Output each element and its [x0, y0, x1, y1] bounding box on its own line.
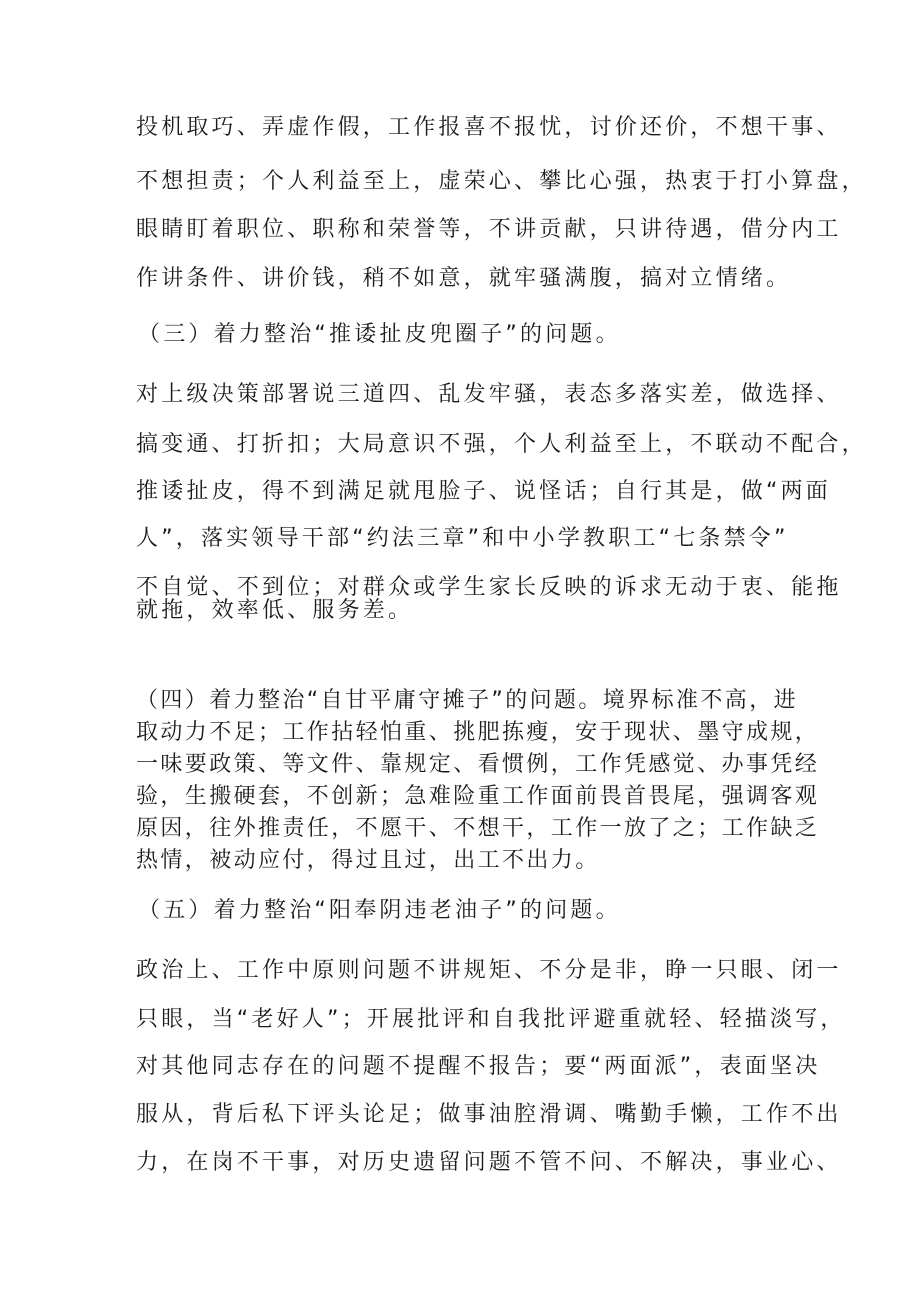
- text-line: 政治上、工作中原则问题不讲规矩、不分是非，睁一只眼、闭一: [136, 958, 842, 983]
- text-line: 不想担责；个人利益至上，虚荣心、攀比心强，热衷于打小算盘，: [136, 169, 867, 194]
- text-line: 验，生搬硬套，不创新；急难险重工作面前畏首畏尾，强调客观: [136, 784, 820, 809]
- text-line: 搞变通、打折扣；大局意识不强，个人利益至上，不联动不配合，: [136, 432, 867, 457]
- text-line: 热情，被动应付，得过且过，出工不出力。: [136, 848, 600, 873]
- text-line: 作讲条件、讲价钱，稍不如意，就牢骚满腹，搞对立情绪。: [136, 266, 792, 291]
- text-line: 眼睛盯着职位、职称和荣誉等，不讲贡献，只讲待遇，借分内工: [136, 217, 842, 242]
- text-line: 力，在岗不干事，对历史遗留问题不管不问、不解决，事业心、: [136, 1150, 842, 1175]
- text-line: 一味要政策、等文件、靠规定、看惯例，工作凭感觉、办事凭经: [136, 752, 820, 777]
- text-line: 只眼，当“老好人”；开展批评和自我批评避重就轻、轻描淡写，: [136, 1007, 846, 1032]
- text-line: （四）着力整治“自甘平庸守摊子”的问题。境界标准不高，进: [136, 688, 798, 713]
- text-line: 对其他同志存在的问题不提醒不报告；要“两面派”，表面坚决: [136, 1054, 821, 1079]
- text-line: 取动力不足；工作拈轻怕重、挑肥拣瘦，安于现状、墨守成规，: [136, 720, 820, 745]
- text-line: 推诿扯皮，得不到满足就甩脸子、说怪话；自行其是，做“两面: [136, 479, 831, 504]
- text-line: 原因，往外推责任，不愿干、不想干，工作一放了之；工作缺乏: [136, 816, 820, 841]
- text-line: 对上级决策部署说三道四、乱发牢骚，表态多落实差，做选择、: [136, 382, 842, 407]
- text-line: 投机取巧、弄虚作假，工作报喜不报忧，讨价还价，不想干事、: [136, 115, 842, 140]
- section-heading-5: （五）着力整治“阳奉阴违老油子”的问题。: [138, 898, 621, 923]
- section-heading-3: （三）着力整治“推诿扯皮兜圈子”的问题。: [138, 322, 621, 347]
- text-line: 服从，背后私下评头论足；做事油腔滑调、嘴勤手懒，工作不出: [136, 1102, 842, 1127]
- text-line: 就拖，效率低、服务差。: [136, 598, 414, 623]
- text-line: 人”，落实领导干部“约法三章”和中小学教职工“七条禁令”: [136, 526, 789, 551]
- text-line: 不自觉、不到位；对群众或学生家长反映的诉求无动于衷、能拖: [136, 575, 842, 600]
